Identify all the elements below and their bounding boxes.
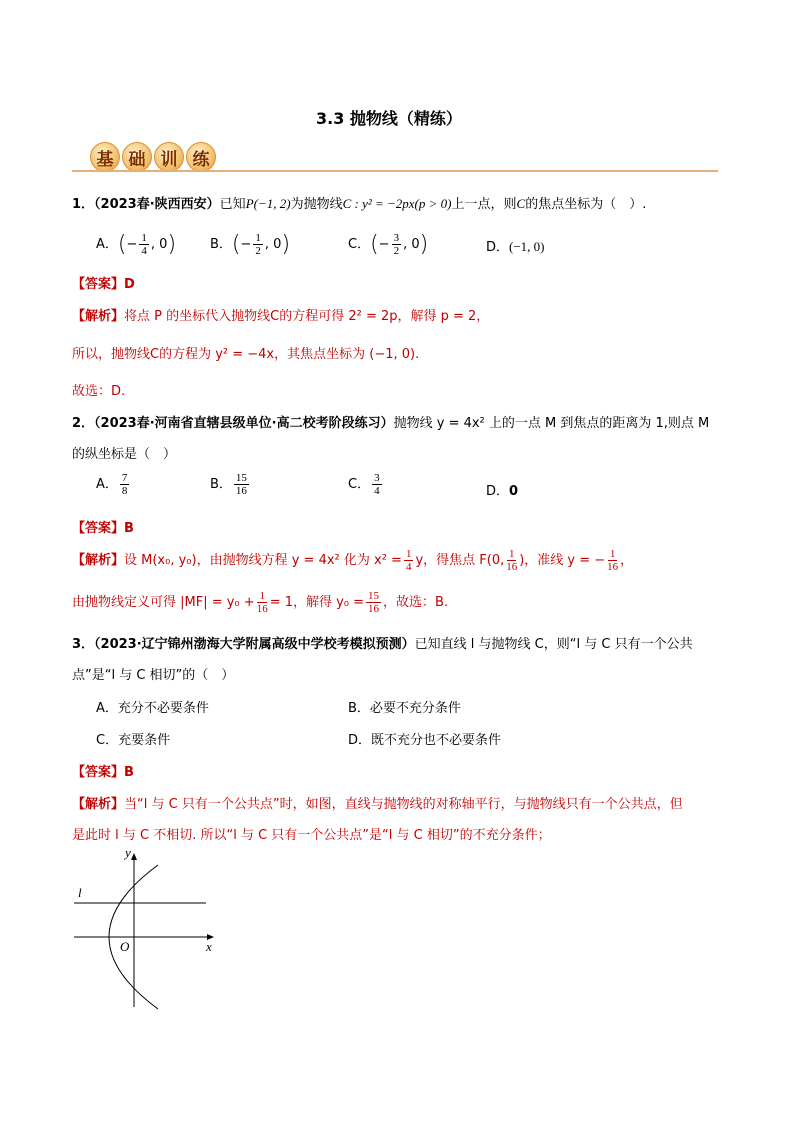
q3-option-a[interactable] bbox=[96, 697, 209, 716]
option-text: 既不充分也不必要条件 bbox=[371, 733, 502, 748]
q1-analysis-2: 所以，抛物线C的方程为 y² = −4x，其焦点坐标为 (−1, 0). bbox=[72, 347, 420, 362]
frac-den: 16 bbox=[235, 485, 247, 497]
frac-den: 4 bbox=[374, 485, 380, 497]
section-banner bbox=[72, 142, 718, 174]
x-label: x bbox=[206, 939, 212, 954]
answer-value: B bbox=[124, 765, 134, 780]
q2-answer bbox=[72, 517, 134, 536]
q3-stem-1 bbox=[72, 633, 693, 652]
q3-analysis-2: 是此时 l 与 C 不相切. 所以“l 与 C 只有一个公共点”是“l 与 C 相切”的不充分条件； bbox=[72, 828, 551, 843]
q2-number: 2． bbox=[72, 416, 95, 431]
q1-curve: C : y² = −2px(p > 0) bbox=[342, 196, 452, 211]
q3-option-d[interactable] bbox=[348, 729, 501, 748]
option-label: A． bbox=[96, 701, 118, 716]
option-text: 0 bbox=[509, 484, 519, 499]
analysis-text: 将点 P 的坐标代入抛物线C的方程可得 2² = 2p，解得 p = 2， bbox=[124, 309, 490, 324]
q3-stem-text: 已知直线 l 与抛物线 C，则“l 与 C 只有一个公共 bbox=[414, 637, 693, 652]
frac-den: 4 bbox=[141, 245, 147, 257]
q2-stem-1 bbox=[72, 412, 709, 431]
y-axis-arrow bbox=[131, 853, 137, 860]
analysis-tag: 【解析】 bbox=[72, 797, 125, 812]
option-label: B． bbox=[348, 701, 370, 716]
q2-analysis-2: 由抛物线定义可得 |MF| = y₀ + $\frac{1}{16}$ = 1，解得 y₀ = $\frac{15}{16}$ ，故选：B. bbox=[72, 590, 449, 615]
q1-option-d[interactable] bbox=[486, 236, 545, 255]
q1-analysis-1 bbox=[72, 305, 489, 324]
q1-stem bbox=[72, 193, 646, 212]
answer-tag: 【答案】 bbox=[72, 765, 125, 780]
analysis-tag: 【解析】 bbox=[72, 553, 125, 568]
frac-den: 8 bbox=[121, 485, 128, 497]
q2-source: （2023春·河南省直辖县级单位·高二校考阶段练习） bbox=[94, 416, 394, 431]
banner-char: 练 bbox=[186, 142, 216, 172]
q3-option-b[interactable] bbox=[348, 697, 461, 716]
analysis-text: ，故选：B. bbox=[383, 595, 449, 610]
analysis-text: = 1，解得 y₀ = bbox=[269, 595, 365, 610]
q3-analysis-1 bbox=[72, 793, 683, 812]
q1-option-a[interactable]: A．(− $\frac{1}{4}$ , 0) bbox=[96, 232, 177, 257]
frac-num: 1 bbox=[141, 232, 147, 244]
q1-analysis-3: 故选：D. bbox=[72, 384, 126, 399]
q3-option-c[interactable] bbox=[96, 729, 170, 748]
option-label: B． bbox=[210, 237, 232, 252]
q2-stem-text: 抛物线 y = 4x² 上的一点 M 到焦点的距离为 1,则点 M bbox=[393, 416, 710, 431]
frac-num: 3 bbox=[393, 232, 400, 244]
option-label: D． bbox=[486, 484, 510, 499]
q3-number: 3． bbox=[72, 637, 95, 652]
analysis-text: 由抛物线定义可得 |MF| = y₀ + bbox=[72, 595, 255, 610]
q1-point: P(−1, 2) bbox=[245, 196, 291, 211]
frac-num: 15 bbox=[235, 472, 247, 484]
q2-option-b[interactable] bbox=[210, 472, 251, 497]
banner-char: 础 bbox=[122, 142, 152, 172]
option-text: 充要条件 bbox=[118, 733, 171, 748]
option-label: B． bbox=[210, 477, 232, 492]
analysis-text: ， bbox=[620, 553, 634, 568]
q1-stem-d: 的焦点坐标为（ ）. bbox=[525, 197, 647, 212]
q1-stem-b: 为抛物线 bbox=[290, 197, 343, 212]
option-text: 充分不必要条件 bbox=[117, 701, 209, 716]
answer-value: B bbox=[124, 521, 134, 536]
analysis-tag: 【解析】 bbox=[72, 309, 125, 324]
answer-tag: 【答案】 bbox=[72, 277, 125, 292]
q1-stem-c: 上一点，则 bbox=[451, 197, 517, 212]
option-text: (−1, 0) bbox=[509, 239, 545, 254]
frac-den: 2 bbox=[393, 245, 400, 257]
frac-num: 7 bbox=[121, 472, 128, 484]
answer-tag: 【答案】 bbox=[72, 521, 125, 536]
frac-den: 2 bbox=[255, 245, 261, 257]
parabola-figure bbox=[70, 845, 230, 1015]
analysis-text: 当“l 与 C 只有一个公共点”时，如图，直线与抛物线的对称轴平行，与抛物线只有一个公共点，但 bbox=[124, 797, 683, 812]
q1-answer bbox=[72, 273, 135, 292]
option-text: 必要不充分条件 bbox=[369, 701, 461, 716]
q1-source: （2023春·陕西西安） bbox=[94, 197, 220, 212]
option-label: C． bbox=[96, 733, 119, 748]
banner-underline bbox=[72, 170, 718, 172]
origin-label: O bbox=[120, 939, 130, 954]
analysis-text: y，得焦点 F(0, bbox=[415, 553, 505, 568]
option-label: C． bbox=[348, 477, 371, 492]
q3-answer bbox=[72, 761, 134, 780]
q1-c: C bbox=[516, 196, 526, 211]
q2-option-a[interactable] bbox=[96, 472, 131, 497]
option-label: A． bbox=[96, 237, 118, 252]
q2-stem-2: 的纵坐标是（ ） bbox=[72, 447, 177, 462]
y-label: y bbox=[125, 845, 131, 860]
option-label: C． bbox=[348, 237, 371, 252]
answer-value: D bbox=[124, 277, 135, 292]
q1-option-b[interactable]: B．(− $\frac{1}{2}$ , 0) bbox=[210, 232, 291, 257]
option-label: D． bbox=[348, 733, 372, 748]
q1-option-c[interactable]: C．(− $\frac{3}{2}$ , 0) bbox=[348, 232, 429, 257]
banner-char: 训 bbox=[154, 142, 184, 172]
option-label: A． bbox=[96, 477, 118, 492]
analysis-text: 设 M(x₀, y₀)，由抛物线方程 y = 4x² 化为 x² = bbox=[124, 553, 402, 568]
option-label: D． bbox=[486, 240, 510, 255]
q2-analysis-1: 【解析】设 M(x₀, y₀)，由抛物线方程 y = 4x² 化为 x² = $\frac{1}{4}$ y，得焦点 F(0, $\frac{1}{16}$ )，准线 y = − $\frac{1}{16}$ ， bbox=[72, 548, 634, 573]
q2-option-c[interactable] bbox=[348, 472, 384, 497]
q1-number: 1． bbox=[72, 197, 95, 212]
q1-stem-a: 已知 bbox=[219, 197, 246, 212]
page-title: 3.3 抛物线（精练） bbox=[316, 109, 462, 128]
q3-source: （2023·辽宁锦州渤海大学附属高级中学校考模拟预测） bbox=[94, 637, 415, 652]
line-l-label: l bbox=[78, 885, 82, 900]
frac-num: 1 bbox=[255, 232, 261, 244]
frac-num: 3 bbox=[374, 472, 380, 484]
q3-stem-2: 点”是“l 与 C 相切”的（ ） bbox=[72, 668, 235, 683]
q2-option-d[interactable] bbox=[486, 480, 518, 499]
banner-char: 基 bbox=[90, 142, 120, 172]
analysis-text: )，准线 y = − bbox=[519, 553, 606, 568]
